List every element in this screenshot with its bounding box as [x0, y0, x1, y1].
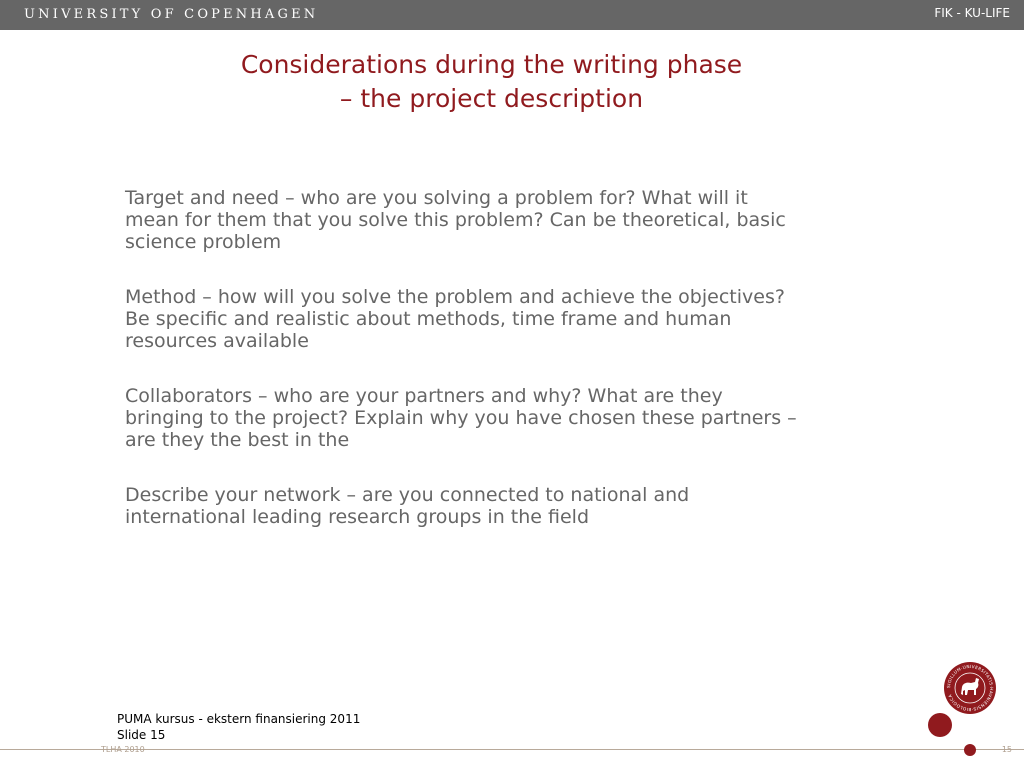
paragraph-target-and-need [125, 187, 955, 253]
decorative-dot-small [964, 744, 976, 756]
svg-text:SIGILLUM·UNIVERSITATIS·HAVNIEN: SIGILLUM·UNIVERSITATIS·HAVNIENSIS·BIOLOGICA [946, 664, 994, 712]
university-seal-icon [943, 661, 997, 715]
paragraph-line: Target and need – who are you solving a problem for? What will it [125, 187, 748, 209]
slide-body [125, 187, 955, 561]
faculty-label: FIK - KU-LIFE [934, 6, 1010, 20]
slide-title-line: Considerations during the writing phase [240, 50, 743, 79]
slide-title-line: – the project description [339, 84, 644, 113]
paragraph-line: Be specific and realistic about methods, time frame and human [125, 308, 732, 330]
paragraph-line: bringing to the project? Explain why you have chosen these partners – [125, 407, 797, 429]
header-bar [0, 0, 1024, 30]
paragraph-network [125, 484, 955, 528]
paragraph-line: are they the best in the [125, 429, 350, 451]
paragraph-line: Describe your network – are you connected to national and [125, 484, 690, 506]
university-name: UNIVERSITY OF COPENHAGEN [24, 7, 319, 22]
paragraph-method [125, 286, 955, 352]
course-name: PUMA kursus - ekstern finansiering 2011 [117, 712, 361, 726]
paragraph-line: mean for them that you solve this problem? Can be theoretical, basic [125, 209, 786, 231]
paragraph-line: resources available [125, 330, 309, 352]
footer-divider [0, 749, 1024, 750]
slide-title [150, 48, 833, 116]
paragraph-line: international leading research groups in the field [125, 506, 590, 528]
author-code: TLHA 2010 [101, 745, 145, 754]
page-number: 15 [1001, 745, 1012, 754]
paragraph-line: science problem [125, 231, 282, 253]
paragraph-line: Method – how will you solve the problem and achieve the objectives? [125, 286, 785, 308]
slide-number-label: Slide 15 [117, 728, 166, 742]
paragraph-collaborators [125, 385, 955, 451]
decorative-dot-large [928, 713, 952, 737]
slide-footer [117, 711, 360, 743]
paragraph-line: Collaborators – who are your partners and why? What are they [125, 385, 723, 407]
